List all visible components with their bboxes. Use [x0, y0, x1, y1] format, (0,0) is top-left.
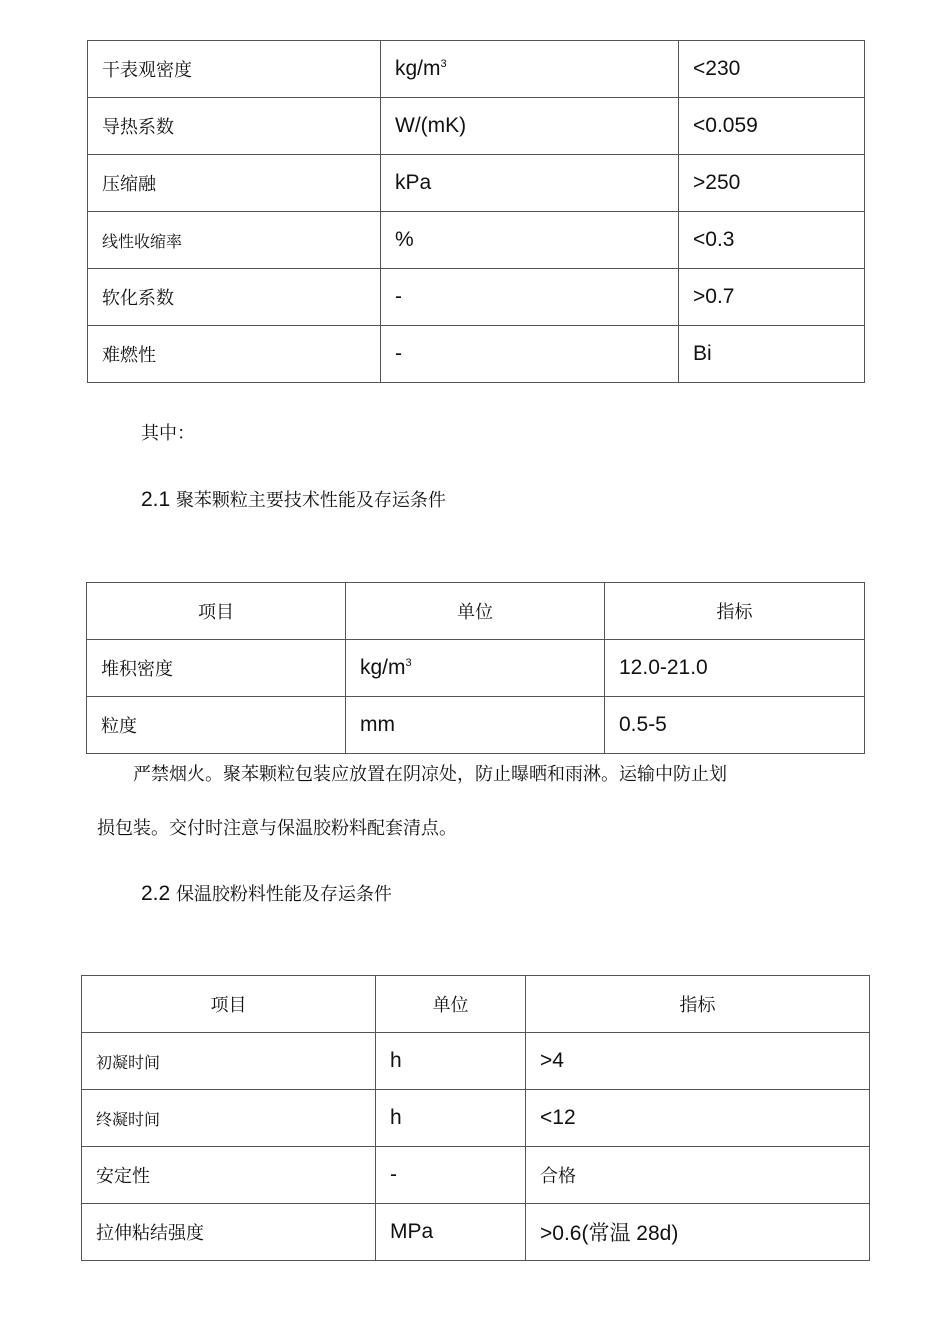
cell-item: 干表观密度 [88, 41, 381, 98]
cell-value: >0.7 [679, 269, 865, 326]
header-unit: 单位 [346, 583, 605, 640]
cell-item: 堆积密度 [87, 640, 346, 697]
cell-item: 软化系数 [88, 269, 381, 326]
table-row [87, 697, 865, 754]
cell-value: <230 [679, 41, 865, 98]
cell-unit: $kg/m^3$ [346, 640, 605, 697]
table-row [88, 41, 865, 98]
paragraph-storage-line-1: 严禁烟火。聚苯颗粒包装应放置在阴凉处，防止曝晒和雨淋。运输中防止划 [133, 764, 727, 785]
header-value: 指标 [605, 583, 865, 640]
header-item: 项目 [82, 976, 376, 1033]
section-number: 2.1 [141, 488, 171, 511]
cell-unit: % [381, 212, 679, 269]
cell-value: >4 [526, 1033, 870, 1090]
section-title: 聚苯颗粒主要技术性能及存运条件 [175, 490, 446, 511]
table-row [82, 1090, 870, 1147]
section-number: 2.2 [141, 882, 171, 905]
cell-unit: h [376, 1090, 526, 1147]
table-row [82, 1204, 870, 1261]
table-row [82, 1033, 870, 1090]
cell-value: >0.6(常温 28d) [526, 1204, 870, 1261]
cell-item: 线性收缩率 [88, 212, 381, 269]
cell-unit: - [381, 269, 679, 326]
table-row [88, 212, 865, 269]
cell-value: <12 [526, 1090, 870, 1147]
section-heading-2-2 [141, 880, 392, 906]
table-row [87, 640, 865, 697]
header-item: 项目 [87, 583, 346, 640]
cell-unit: - [381, 326, 679, 383]
table-mortar-properties [81, 975, 870, 1261]
cell-value: <0.059 [679, 98, 865, 155]
cell-item: 拉伸粘结强度 [82, 1204, 376, 1261]
table-row [88, 98, 865, 155]
section-title: 保温胶粉料性能及存运条件 [175, 884, 392, 905]
cell-unit: h [376, 1033, 526, 1090]
cell-unit: MPa [376, 1204, 526, 1261]
section-heading-2-1 [141, 486, 446, 512]
paragraph-qizhong: 其中： [141, 423, 195, 444]
cell-unit: mm [346, 697, 605, 754]
cell-item: 粒度 [87, 697, 346, 754]
cell-item: 终凝时间 [82, 1090, 376, 1147]
table-row [88, 155, 865, 212]
cell-unit: $kg/m^3$ [381, 41, 679, 98]
cell-item: 压缩融 [88, 155, 381, 212]
table-row [82, 1147, 870, 1204]
cell-value: Bi [679, 326, 865, 383]
header-value: 指标 [526, 976, 870, 1033]
cell-value: 合格 [526, 1147, 870, 1204]
cell-item: 难燃性 [88, 326, 381, 383]
cell-value: <0.3 [679, 212, 865, 269]
cell-value: 0.5-5 [605, 697, 865, 754]
paragraph-storage-line-2: 损包装。交付时注意与保温胶粉料配套清点。 [97, 818, 457, 839]
table-row [88, 269, 865, 326]
cell-value: >250 [679, 155, 865, 212]
table-header-row [87, 583, 865, 640]
cell-unit: W/(mK) [381, 98, 679, 155]
table-header-row [82, 976, 870, 1033]
cell-unit: kPa [381, 155, 679, 212]
table-row [88, 326, 865, 383]
cell-value: 12.0-21.0 [605, 640, 865, 697]
cell-item: 安定性 [82, 1147, 376, 1204]
table-particle-properties [86, 582, 865, 754]
header-unit: 单位 [376, 976, 526, 1033]
cell-item: 初凝时间 [82, 1033, 376, 1090]
cell-unit: - [376, 1147, 526, 1204]
cell-item: 导热系数 [88, 98, 381, 155]
table-insulation-properties [87, 40, 865, 383]
